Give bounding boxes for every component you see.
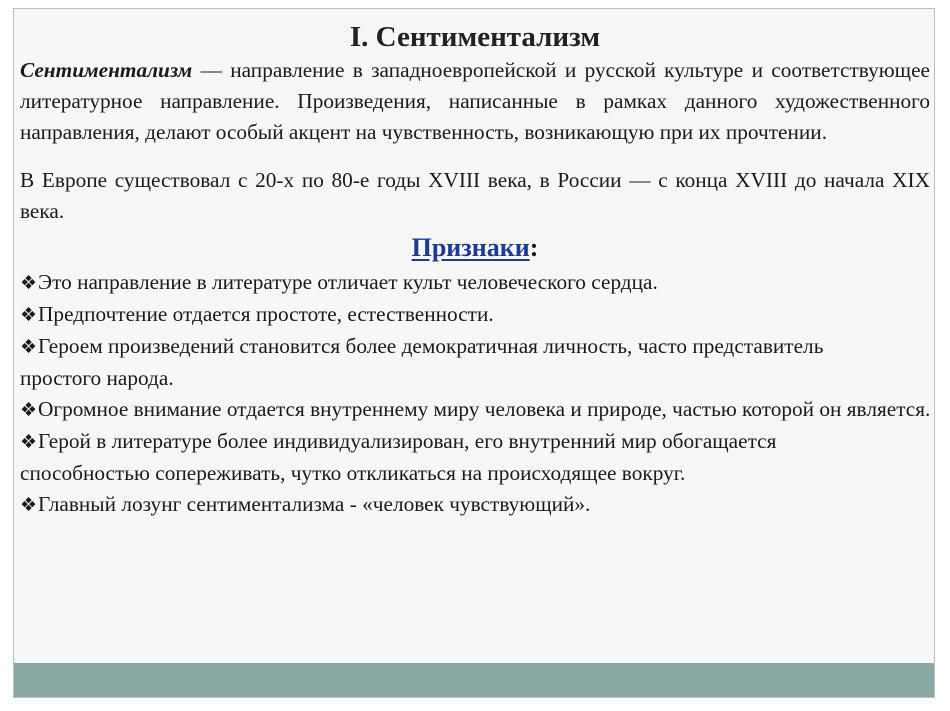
diamond-bullet-icon: ❖ [20,305,38,326]
signs-list [20,267,930,521]
diamond-bullet-icon: ❖ [20,432,38,453]
signs-heading-colon: : [529,233,539,262]
page-title: I. Сентиментализм [349,21,601,53]
definition-term: Сентиментализм [20,58,193,82]
sign-text: Предпочтение отдается простоте, естественности. [38,302,494,326]
accent-footer-bar [14,663,934,697]
list-item [20,426,790,489]
sign-text: Главный лозунг сентиментализма - «человек чувствующий». [38,492,591,516]
diamond-bullet-icon: ❖ [20,337,38,358]
signs-heading-label: Признаки [411,233,530,262]
definition-paragraph [20,55,930,148]
signs-heading [20,229,930,267]
list-item [20,331,870,394]
sign-text: Огромное внимание отдается внутреннему миру человека и природе, частью которой он является. [38,397,931,421]
sign-text: Это направление в литературе отличает культ человеческого сердца. [38,270,658,294]
list-item [20,489,930,521]
slide [13,8,935,698]
sign-text: Герой в литературе более индивидуализирован, его внутренний мир обогащается способностью сопереживать, чутко откликаться на происходящее вокруг. [20,429,777,485]
definition-text: — направление в западноевропейской и русской культуре и соответствующее литературное направление. Произведения, написанные в рамках данного художественного направления, делают особый акцент на чувственность, возникающую при их прочтении. [20,58,930,144]
list-item [20,299,930,331]
diamond-bullet-icon: ❖ [20,400,38,421]
list-item [20,267,840,299]
diamond-bullet-icon: ❖ [20,495,38,516]
list-item [20,394,932,426]
diamond-bullet-icon: ❖ [20,273,38,294]
period-paragraph: В Европе существовал с 20-х по 80-е годы XVIII века, в России — с конца XVIII до начала XIX века. [20,168,930,223]
sign-text: Героем произведений становится более демократичная личность, часто представитель простого народа. [20,334,824,390]
slide-content [20,19,930,521]
